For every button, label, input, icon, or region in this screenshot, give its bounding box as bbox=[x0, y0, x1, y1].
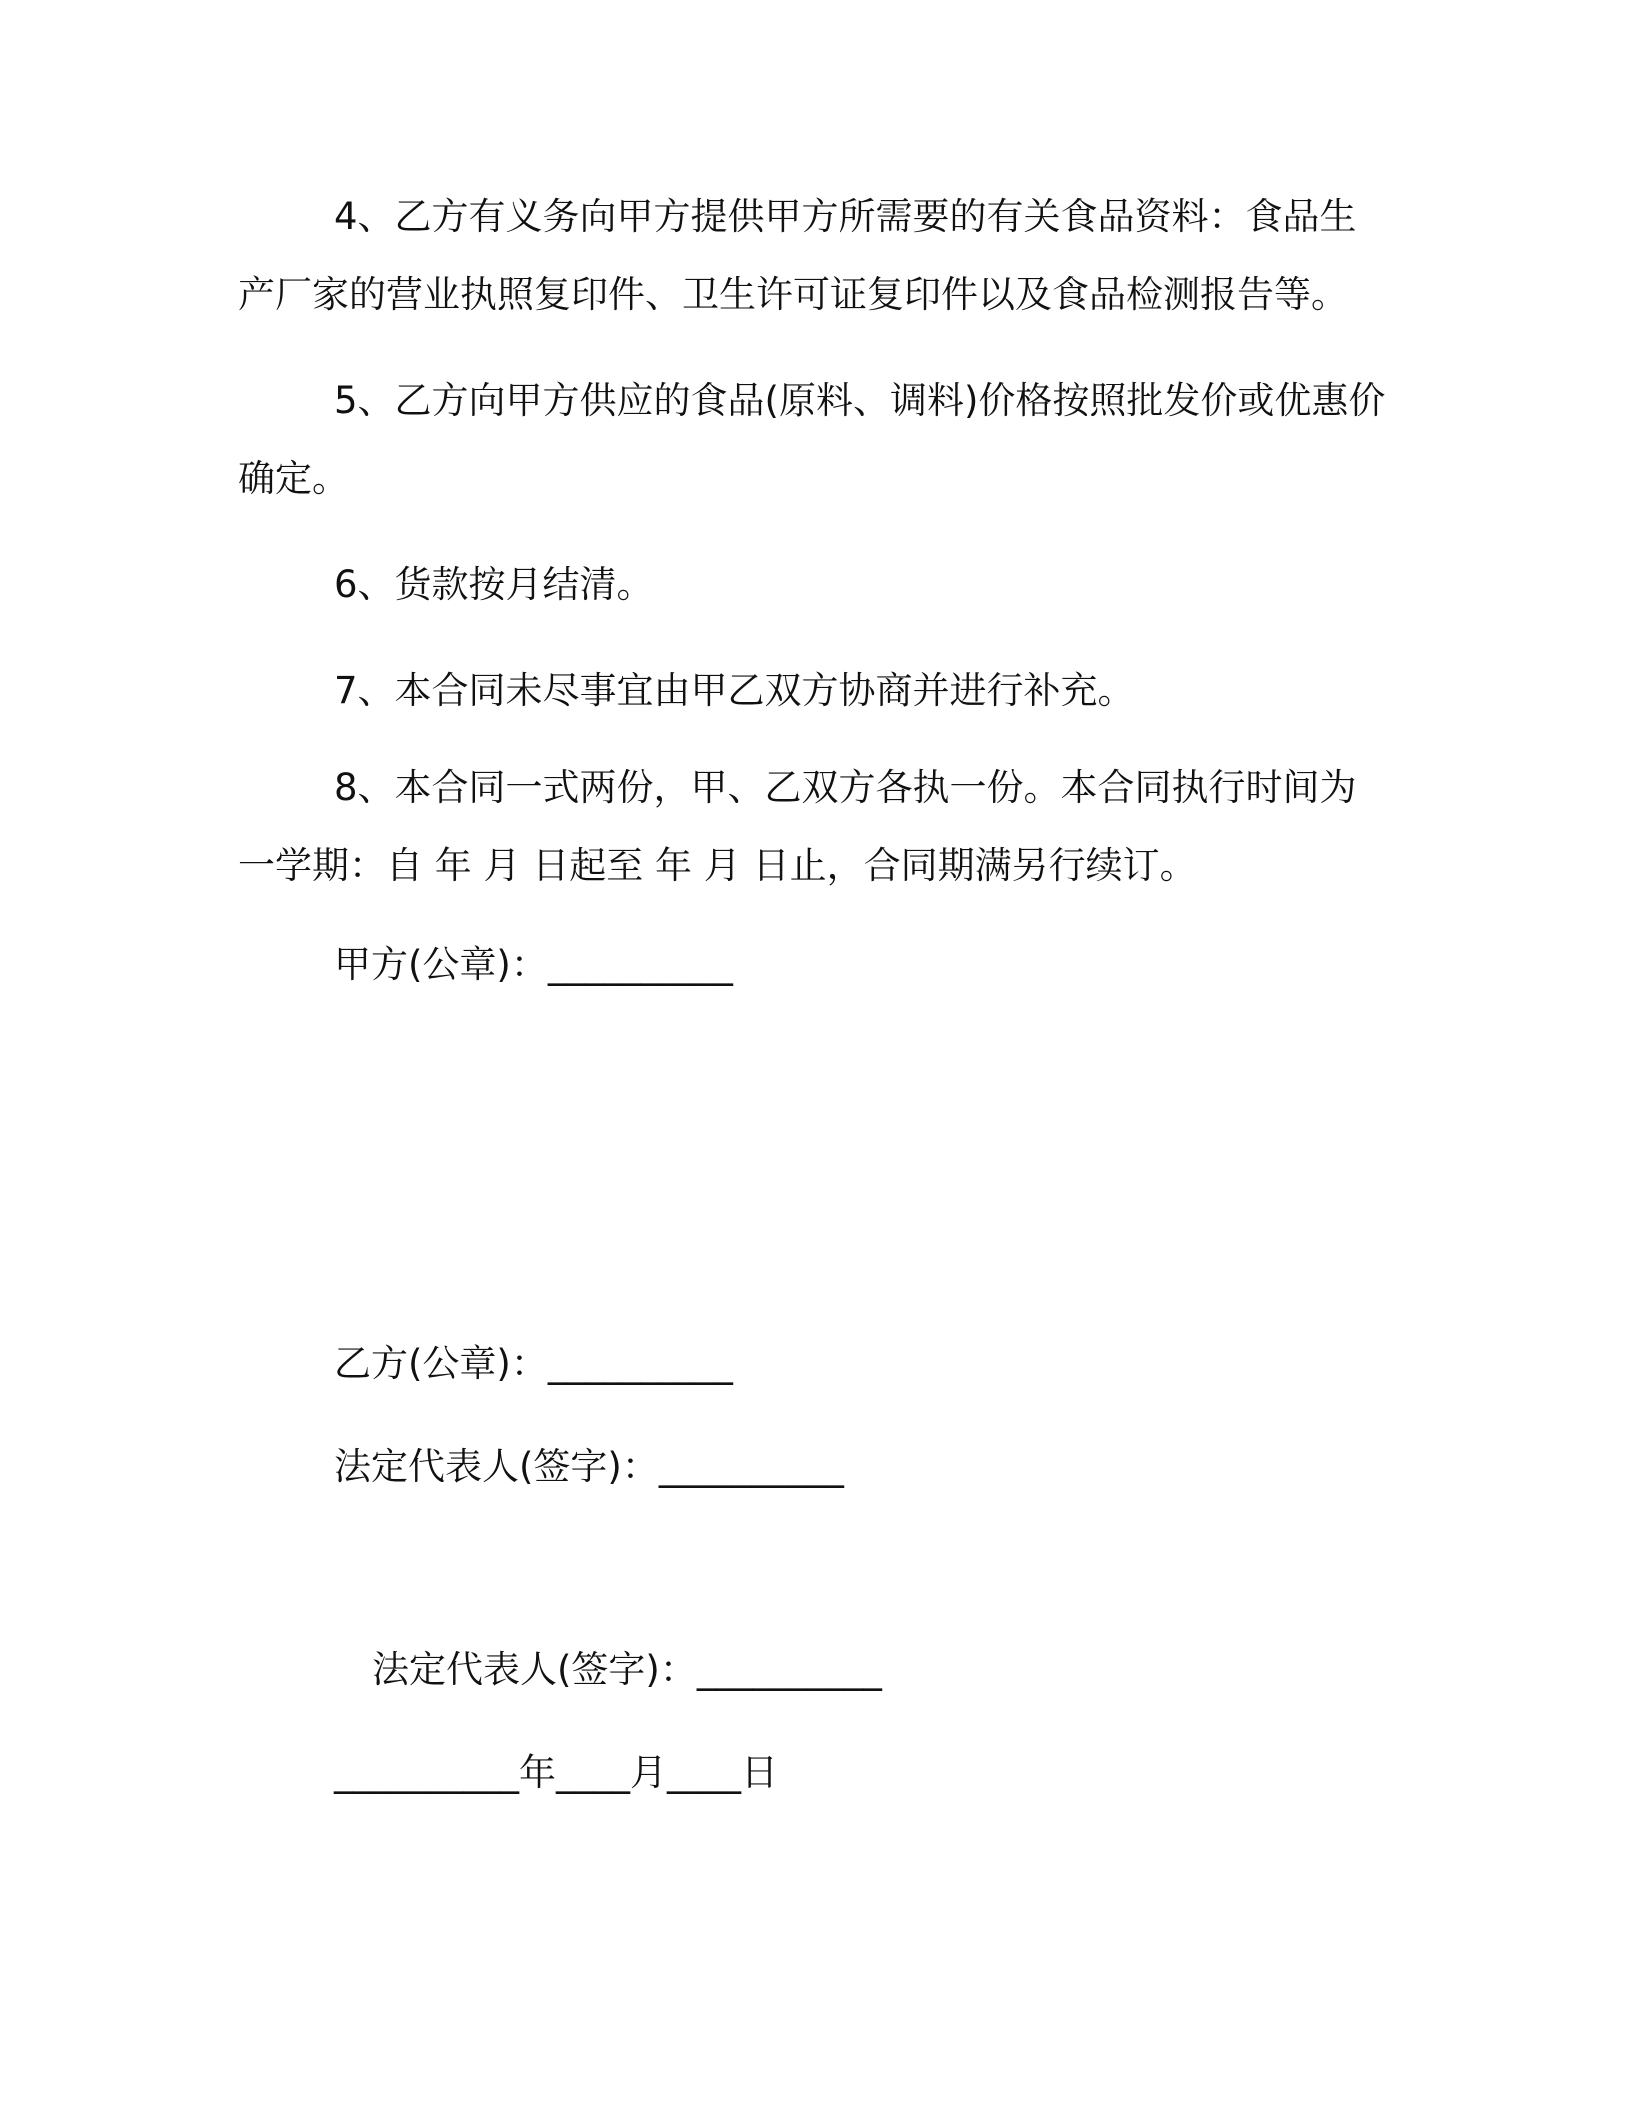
legal-representative-signature-line-2: 法定代表人(签字)：__________ bbox=[372, 1648, 882, 1691]
legal-representative-signature-line: 法定代表人(签字)：__________ bbox=[334, 1445, 844, 1488]
party-b-seal-line: 乙方(公章)：__________ bbox=[334, 1342, 733, 1385]
party-a-seal-line: 甲方(公章)：__________ bbox=[334, 943, 733, 986]
clause-4: 4、乙方有义务向甲方提供甲方所需要的有关食品资料：食品生产厂家的营业执照复印件、卫生许可证复印件以及食品检测报告等。 bbox=[238, 195, 1357, 316]
clause-8: 8、本合同一式两份，甲、乙双方各执一份。本合同执行时间为一学期：自 年 月 日起至 年 月 日止，合同期满另行续订。 bbox=[238, 766, 1357, 887]
clause-6: 6、货款按月结清。 bbox=[334, 563, 654, 606]
date-line: __________年____月____日 bbox=[334, 1751, 778, 1794]
clause-7: 7、本合同未尽事宜由甲乙双方协商并进行补充。 bbox=[334, 669, 1135, 712]
clause-5: 5、乙方向甲方供应的食品(原料、调料)价格按照批发价或优惠价确定。 bbox=[238, 379, 1386, 500]
